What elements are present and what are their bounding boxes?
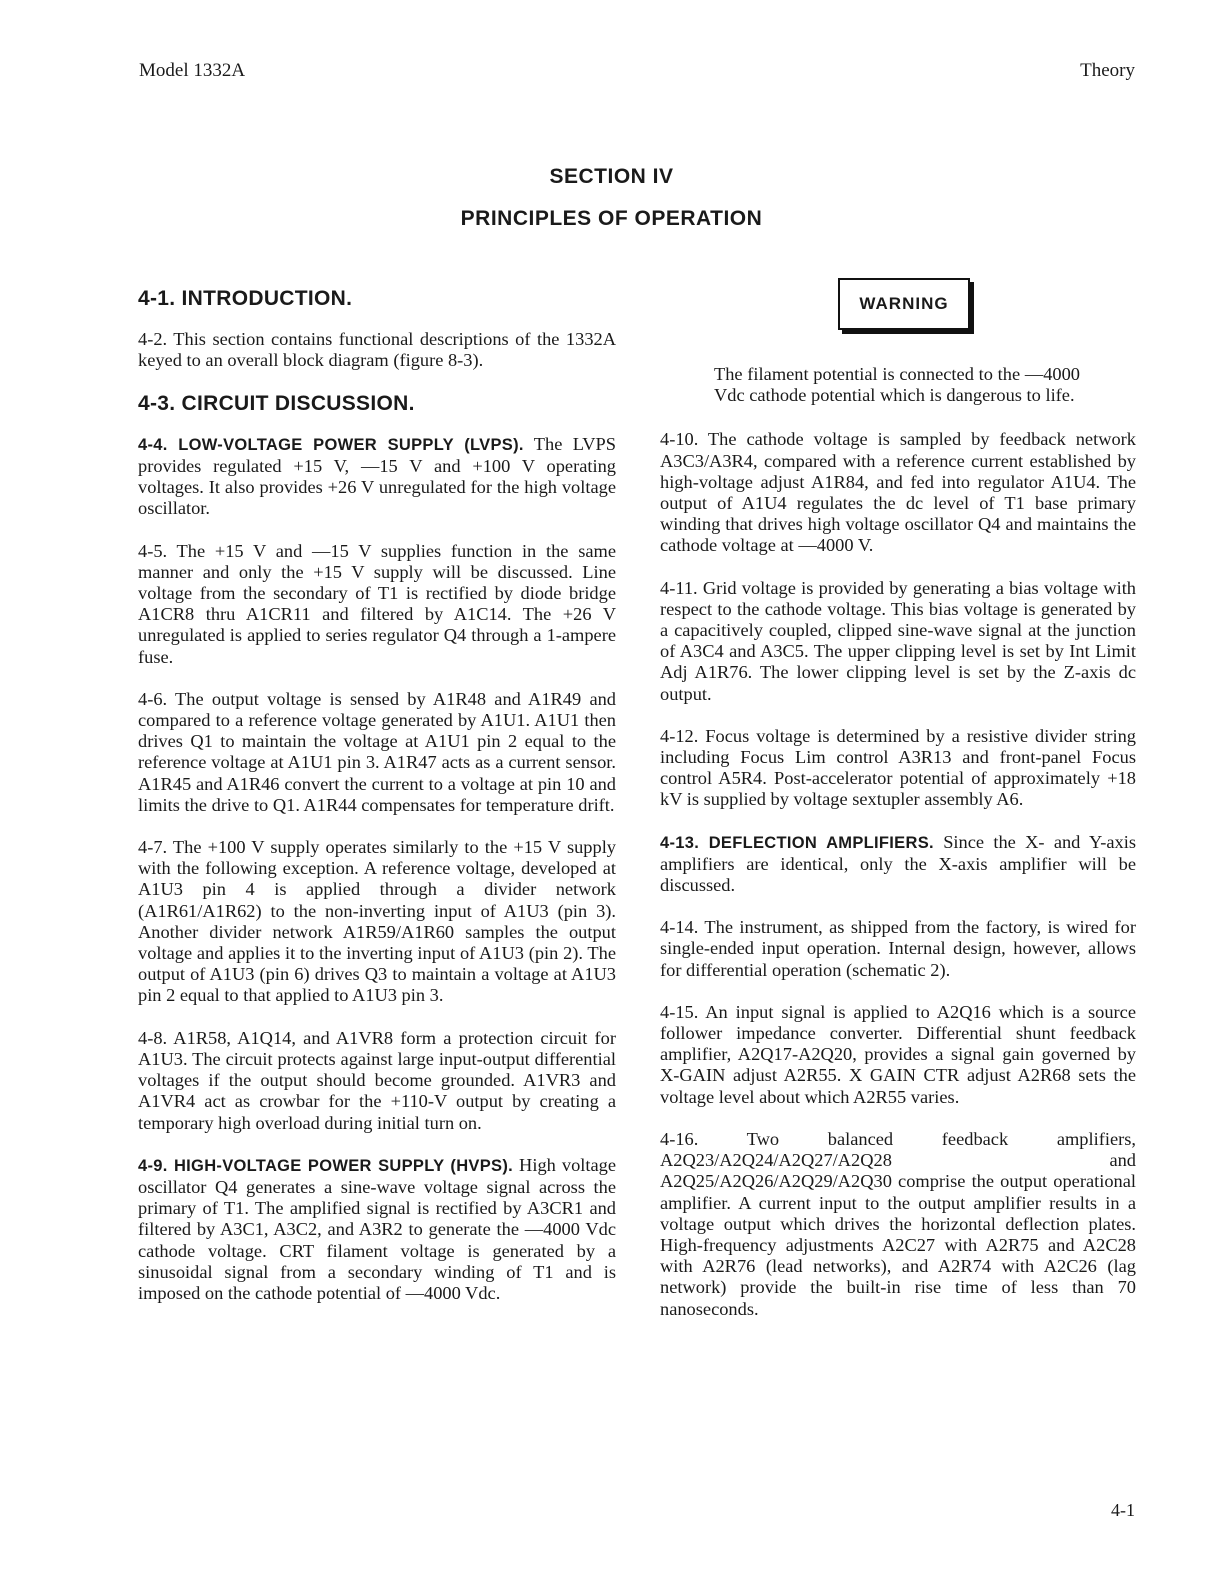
paragraph-4-6: 4-6. The output voltage is sensed by A1R48 and A1R49 and compared to a reference voltage generated by A1U1. A1U1 then drives Q1 to maintain the voltage at A1U1 pin 2 equal to the reference voltage at A1U1 pin 3. A1R47 acts as a current sensor. A1R45 and A1R46 convert the current to a voltage at pin 10 and limits the drive to Q1. A1R44 compensates for temperature drift. <box>138 688 616 815</box>
heading-introduction: 4-1. INTRODUCTION. <box>138 287 353 310</box>
paragraph-4-15: 4-15. An input signal is applied to A2Q16 which is a source follower impedance converter. Differential shunt feedback amplifier, A2Q17-A2Q20, provides a signal gain governed by X-GAIN adjust A2R55. X GAIN CTR adjust A2R68 sets the voltage level about which A2R55 varies. <box>660 1001 1136 1107</box>
paragraph-4-14: 4-14. The instrument, as shipped from the factory, is wired for single-ended input operation. Internal design, however, allows for differential operation (schematic 2). <box>660 917 1136 980</box>
paragraph-4-2: 4-2. This section contains functional descriptions of the 1332A keyed to an overall block diagram (figure 8-3). <box>138 329 616 371</box>
heading-circuit-discussion: 4-3. CIRCUIT DISCUSSION. <box>138 391 415 415</box>
paragraph-4-4 <box>138 434 616 520</box>
paragraph-4-16: 4-16. Two balanced feedback amplifiers, A2Q23/A2Q24/A2Q27/A2Q28 and A2Q25/A2Q26/A2Q29/A2Q30 comprise the output operational amplifier. A current input to the output amplifier results in a voltage output which drives the horizontal deflection plates. High-frequency adjustments A2C27 with A2R75 and A2C28 with A2R76 (lead networks), and A2R74 with A2C26 (lag network) provide the built-in rise time of less than 70 nanoseconds. <box>660 1128 1136 1319</box>
run-in-heading-deflection: 4-13. DEFLECTION AMPLIFIERS. <box>660 833 934 852</box>
paragraph-4-12: 4-12. Focus voltage is determined by a resistive divider string including Focus Lim control A3R13 and front-panel Focus control A5R4. Post-accelerator potential of approximately +18 kV is supplied by voltage sextupler assembly A6. <box>660 725 1136 810</box>
paragraph-4-7: 4-7. The +100 V supply operates similarly to the +15 V supply with the following exception. A reference voltage, developed at A1U3 pin 4 is applied through a divider network (A1R61/A1R62) to the non-inverting input of A1U3 (pin 3). Another divider network A1R59/A1R60 samples the output voltage and applies it to the inverting input of A1U3 (pin 2). The output of A1U3 (pin 6) drives Q3 to maintain a voltage at A1U3 pin 2 equal to that applied to A1U3 pin 3. <box>138 837 616 1006</box>
running-head-model: Model 1332A <box>139 60 246 81</box>
running-head-chapter: Theory <box>1080 60 1135 81</box>
right-column <box>660 278 1136 1341</box>
run-in-heading-hvps: 4-9. HIGH-VOLTAGE POWER SUPPLY (HVPS). <box>138 1156 514 1175</box>
paragraph-4-9-text: High voltage oscillator Q4 generates a sine-wave voltage signal across the primary of T1. The amplified signal is rectified by A3CR1 and filtered by A3C1, A3C2, and A3R2 to generate the —4000 Vdc cathode voltage. CRT filament voltage is generated by a sinusoidal signal from a secondary winding of T1 and is imposed on the cathode potential of —4000 Vdc. <box>138 1154 616 1303</box>
section-title: PRINCIPLES OF OPERATION <box>460 207 763 230</box>
run-in-heading-lvps: 4-4. LOW-VOLTAGE POWER SUPPLY (LVPS). <box>138 435 524 454</box>
paragraph-4-9 <box>138 1155 616 1304</box>
paragraph-4-4-text: The LVPS provides regulated +15 V, —15 V and +100 V operating voltages. It also provides +26 V unregulated for the high voltage oscillator. <box>138 433 616 519</box>
paragraph-4-5: 4-5. The +15 V and —15 V supplies function in the same manner and only the +15 V supply will be discussed. Line voltage from the secondary of T1 is rectified by diode bridge A1CR8 thru A1CR11 and filtered by A1C14. The +26 V unregulated is applied to series regulator Q4 through a 1-ampere fuse. <box>138 540 616 667</box>
paragraph-4-13-text: Since the X- and Y-axis amplifiers are identical, only the X-axis amplifier will be discussed. <box>660 831 1136 896</box>
section-number: SECTION IV <box>549 165 674 188</box>
paragraph-4-8: 4-8. A1R58, A1Q14, and A1VR8 form a protection circuit for A1U3. The circuit protects against large input-output differential voltages if the output should become grounded. A1VR3 and A1VR4 act as crowbar for the +110-V output by creating a temporary high overload during initial turn on. <box>138 1027 616 1133</box>
paragraph-4-11: 4-11. Grid voltage is provided by generating a bias voltage with respect to the cathode voltage. This bias voltage is generated by a capacitively coupled, clipped sine-wave signal at the junction of A3C4 and A3C5. The upper clipping level is set by Int Limit Adj A1R76. The lower clipping level is set by the Z-axis dc output. <box>660 577 1136 704</box>
paragraph-4-10: 4-10. The cathode voltage is sampled by feedback network A3C3/A3R4, compared with a reference current established by high-voltage adjust A1R84, and fed into regulator A1U4. The output of A1U4 regulates the dc level of T1 base primary winding that drives high voltage oscillator Q4 and maintains the cathode voltage at —4000 V. <box>660 429 1136 556</box>
paragraph-4-13 <box>660 832 1136 897</box>
warning-label: WARNING <box>859 294 949 314</box>
page-number: 4-1 <box>1111 1500 1135 1520</box>
warning-box <box>838 278 970 330</box>
warning-text: The filament potential is connected to the —4000 Vdc cathode potential which is dangerous to life. <box>714 364 1080 406</box>
left-column <box>138 288 616 1325</box>
